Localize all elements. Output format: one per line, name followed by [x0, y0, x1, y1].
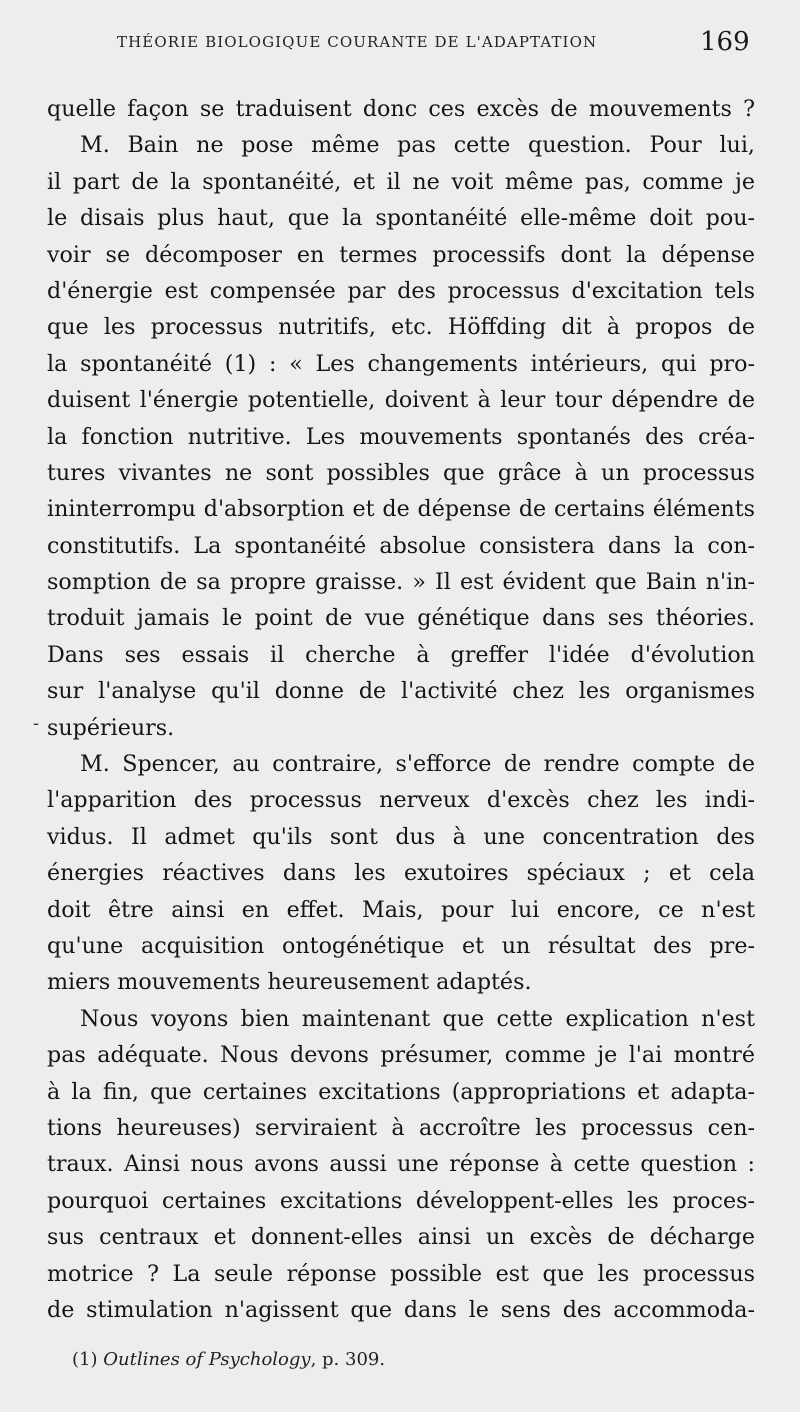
text-line: le disais plus haut, que la spontanéité elle-même doit pou- [47, 205, 755, 232]
text-line: l'apparition des processus nerveux d'excès chez les indi- [47, 787, 755, 814]
text-line: énergies réactives dans les exutoires spéciaux ; et cela [47, 860, 755, 887]
margin-mark: - [33, 713, 40, 734]
footnote-page-ref: , p. 309. [310, 1349, 386, 1370]
running-title: THÉORIE BIOLOGIQUE COURANTE DE L'ADAPTATION [117, 33, 598, 51]
footnote-title: Outlines of Psychology [103, 1349, 311, 1370]
text-line: Nous voyons bien maintenant que cette explication n'est [80, 1005, 755, 1032]
text-line: qu'une acquisition ontogénétique et un résultat des pre- [47, 932, 755, 959]
footnote [72, 1349, 385, 1370]
text-line: Dans ses essais il cherche à greffer l'idée d'évolution [47, 641, 755, 668]
text-line: troduit jamais le point de vue génétique dans ses théories. [47, 605, 755, 632]
text-line: d'énergie est compensée par des processus d'excitation tels [47, 277, 755, 304]
text-line: de stimulation n'agissent que dans le sens des accommoda- [47, 1296, 755, 1323]
page-number: 169 [700, 27, 750, 57]
footnote-marker: (1) [72, 1349, 98, 1370]
text-line: constitutifs. La spontanéité absolue consistera dans la con- [47, 532, 755, 559]
text-line: M. Spencer, au contraire, s'efforce de rendre compte de [80, 751, 755, 778]
text-line: voir se décomposer en termes processifs dont la dépense [47, 241, 755, 268]
text-line: à la fin, que certaines excitations (appropriations et adapta- [47, 1078, 755, 1105]
text-line: supérieurs. [47, 714, 175, 741]
text-line: vidus. Il admet qu'ils sont dus à une concentration des [47, 823, 755, 850]
text-line: motrice ? La seule réponse possible est que les processus [47, 1260, 755, 1287]
text-line: miers mouvements heureusement adaptés. [47, 969, 532, 996]
text-line: pas adéquate. Nous devons présumer, comme je l'ai montré [47, 1042, 755, 1069]
text-line: la fonction nutritive. Les mouvements spontanés des créa- [47, 423, 755, 450]
text-line: sus centraux et donnent-elles ainsi un excès de décharge [47, 1224, 755, 1251]
text-line: doit être ainsi en effet. Mais, pour lui encore, ce n'est [47, 896, 755, 923]
text-line: quelle façon se traduisent donc ces excès de mouvements ? [47, 96, 755, 122]
text-line: la spontanéité (1) : « Les changements intérieurs, qui pro- [47, 350, 755, 377]
body-text [47, 91, 755, 1328]
text-line: pourquoi certaines excitations développent-elles les proces- [47, 1187, 755, 1214]
text-line: tures vivantes ne sont possibles que grâce à un processus [47, 459, 755, 486]
text-line: ininterrompu d'absorption et de dépense de certains éléments [47, 496, 755, 523]
text-line: il part de la spontanéité, et il ne voit même pas, comme je [47, 168, 755, 195]
text-line: sur l'analyse qu'il donne de l'activité chez les organismes [47, 678, 755, 705]
text-line: somption de sa propre graisse. » Il est évident que Bain n'in- [47, 569, 755, 596]
text-line: duisent l'énergie potentielle, doivent à leur tour dépendre de [47, 387, 755, 414]
text-line: que les processus nutritifs, etc. Höffding dit à propos de [47, 314, 755, 341]
text-line: traux. Ainsi nous avons aussi une réponse à cette question : [47, 1151, 755, 1178]
text-line: tions heureuses) serviraient à accroître les processus cen- [47, 1114, 755, 1141]
text-line: M. Bain ne pose même pas cette question. Pour lui, [80, 132, 755, 159]
